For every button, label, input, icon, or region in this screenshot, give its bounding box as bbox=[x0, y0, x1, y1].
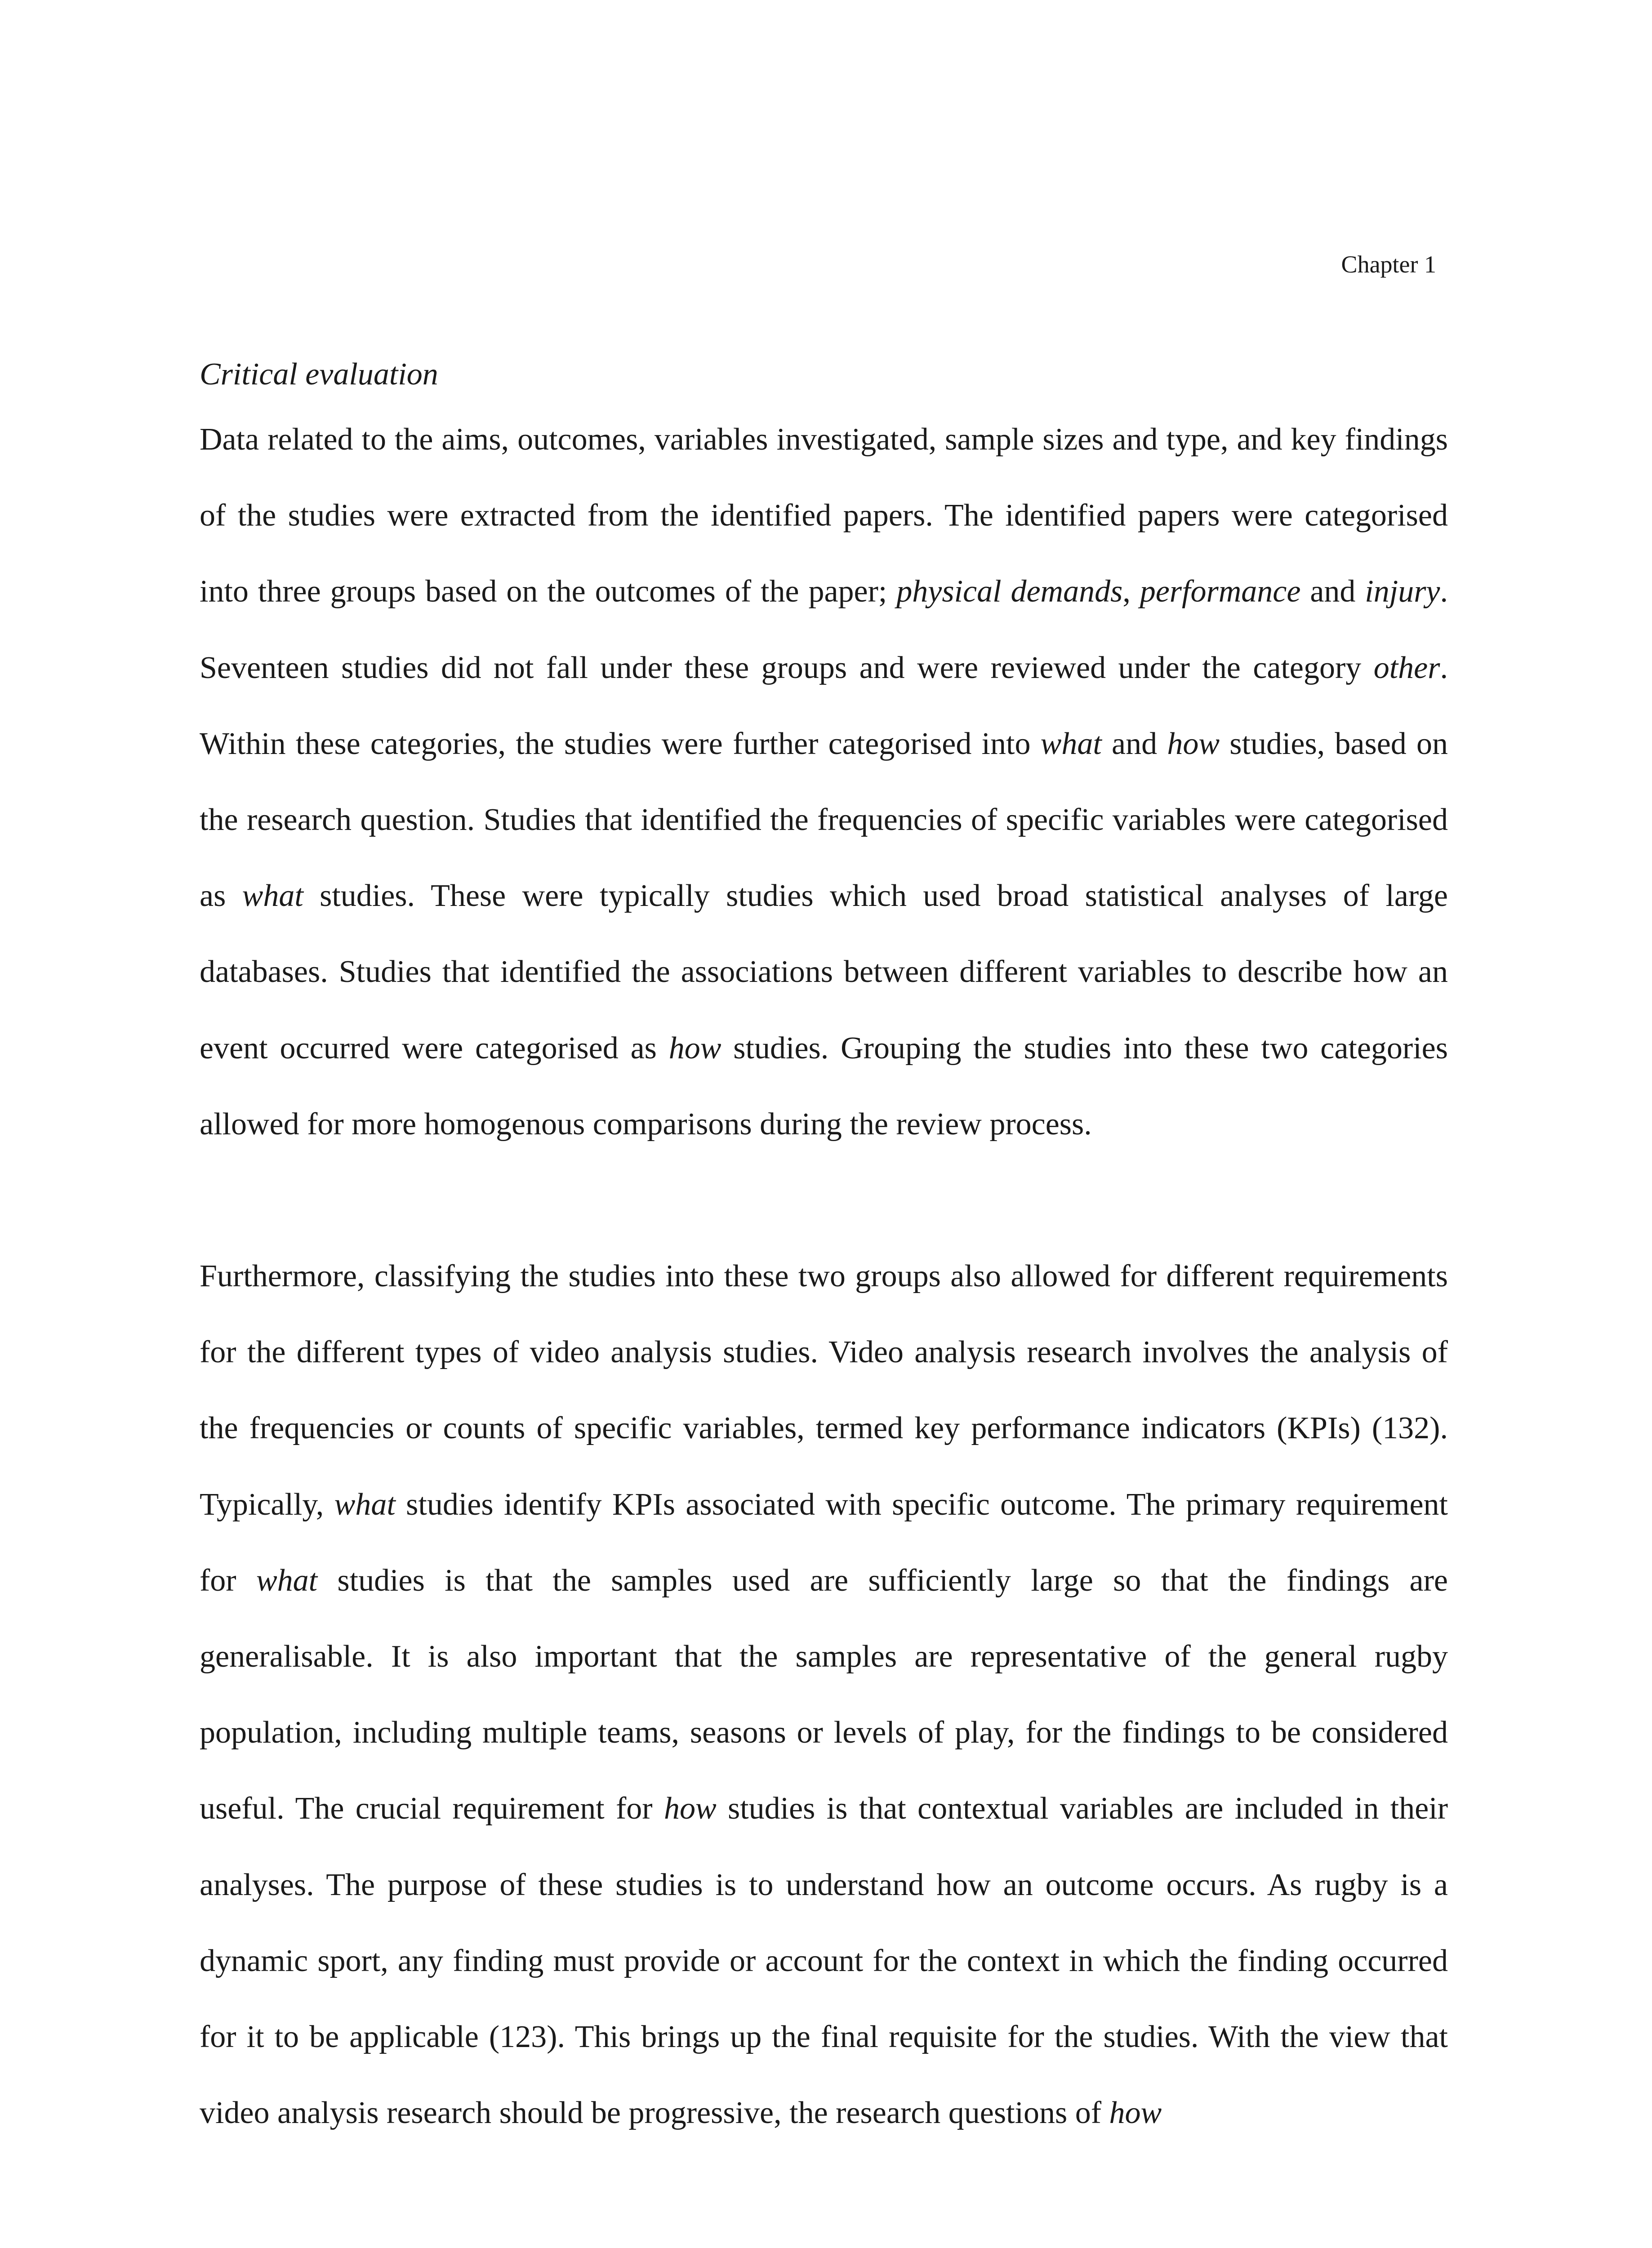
text-run: , bbox=[1122, 574, 1140, 609]
text-run: . Within these categories, the studies were further categorised into bbox=[200, 650, 1448, 761]
italic-term: how bbox=[663, 1791, 717, 1826]
text-run: Furthermore, classifying the studies into these two groups also allowed for different requirements for the different types of video analysis studies. Video analysis research involves the analysis of the frequencies or counts of specific variables, termed key performance indicators (KPIs) (132). Typically, bbox=[200, 1259, 1448, 1522]
text-run: and bbox=[1300, 574, 1365, 609]
italic-term: what bbox=[334, 1487, 396, 1522]
italic-term: injury bbox=[1365, 574, 1440, 609]
text-run: studies. These were typically studies which used broad statistical analyses of large databases. Studies that identified the associations between different variables to describe how an event occurred were categorised as bbox=[200, 879, 1448, 1066]
running-header bbox=[1341, 251, 1436, 278]
section-heading: Critical evaluation bbox=[200, 357, 438, 392]
text-run: studies is that the samples used are sufficiently large so that the findings are generalisable. It is also important that the samples are representative of the general rugby population, including multiple teams, seasons or levels of play, for the findings to be considered useful. The crucial requirement for bbox=[200, 1563, 1448, 1826]
chapter-label: Chapter 1 bbox=[1341, 251, 1436, 278]
text-run: and bbox=[1101, 726, 1167, 761]
text-run: studies identify KPIs associated with specific outcome. The primary requirement for bbox=[200, 1487, 1448, 1598]
italic-term: performance bbox=[1140, 574, 1301, 609]
text-run: studies, based on the research question. Studies that identified the frequencies of specific variables were categorised as bbox=[200, 726, 1448, 914]
text-run: studies. Grouping the studies into these two categories allowed for more homogenous comparisons during the review process. bbox=[200, 1030, 1448, 1142]
italic-term: what bbox=[242, 879, 303, 914]
italic-term: how bbox=[668, 1030, 721, 1066]
body-paragraph-2 bbox=[200, 1238, 1448, 2151]
text-run: Data related to the aims, outcomes, variables investigated, sample sizes and type, and key findings of the studies were extracted from the identified papers. The identified papers were categorised into three groups based on the outcomes of the paper; bbox=[200, 422, 1448, 609]
body-paragraph-1 bbox=[200, 401, 1448, 1162]
italic-term: what bbox=[1040, 726, 1102, 761]
italic-term: how bbox=[1109, 2096, 1162, 2131]
italic-term: what bbox=[256, 1563, 318, 1598]
page-body bbox=[200, 348, 1448, 2151]
italic-term: other bbox=[1373, 650, 1440, 685]
italic-term: how bbox=[1167, 726, 1220, 761]
text-run: studies is that contextual variables are included in their analyses. The purpose of these studies is to understand how an outcome occurs. As rugby is a dynamic sport, any finding must provide or account for the context in which the finding occurred for it to be applicable (123). This brings up the final requisite for the studies. With the view that video analysis research should be progressive, the research questions of bbox=[200, 1791, 1448, 2131]
text-run: . Seventeen studies did not fall under these groups and were reviewed under the category bbox=[200, 574, 1448, 685]
italic-term: physical demands bbox=[896, 574, 1123, 609]
